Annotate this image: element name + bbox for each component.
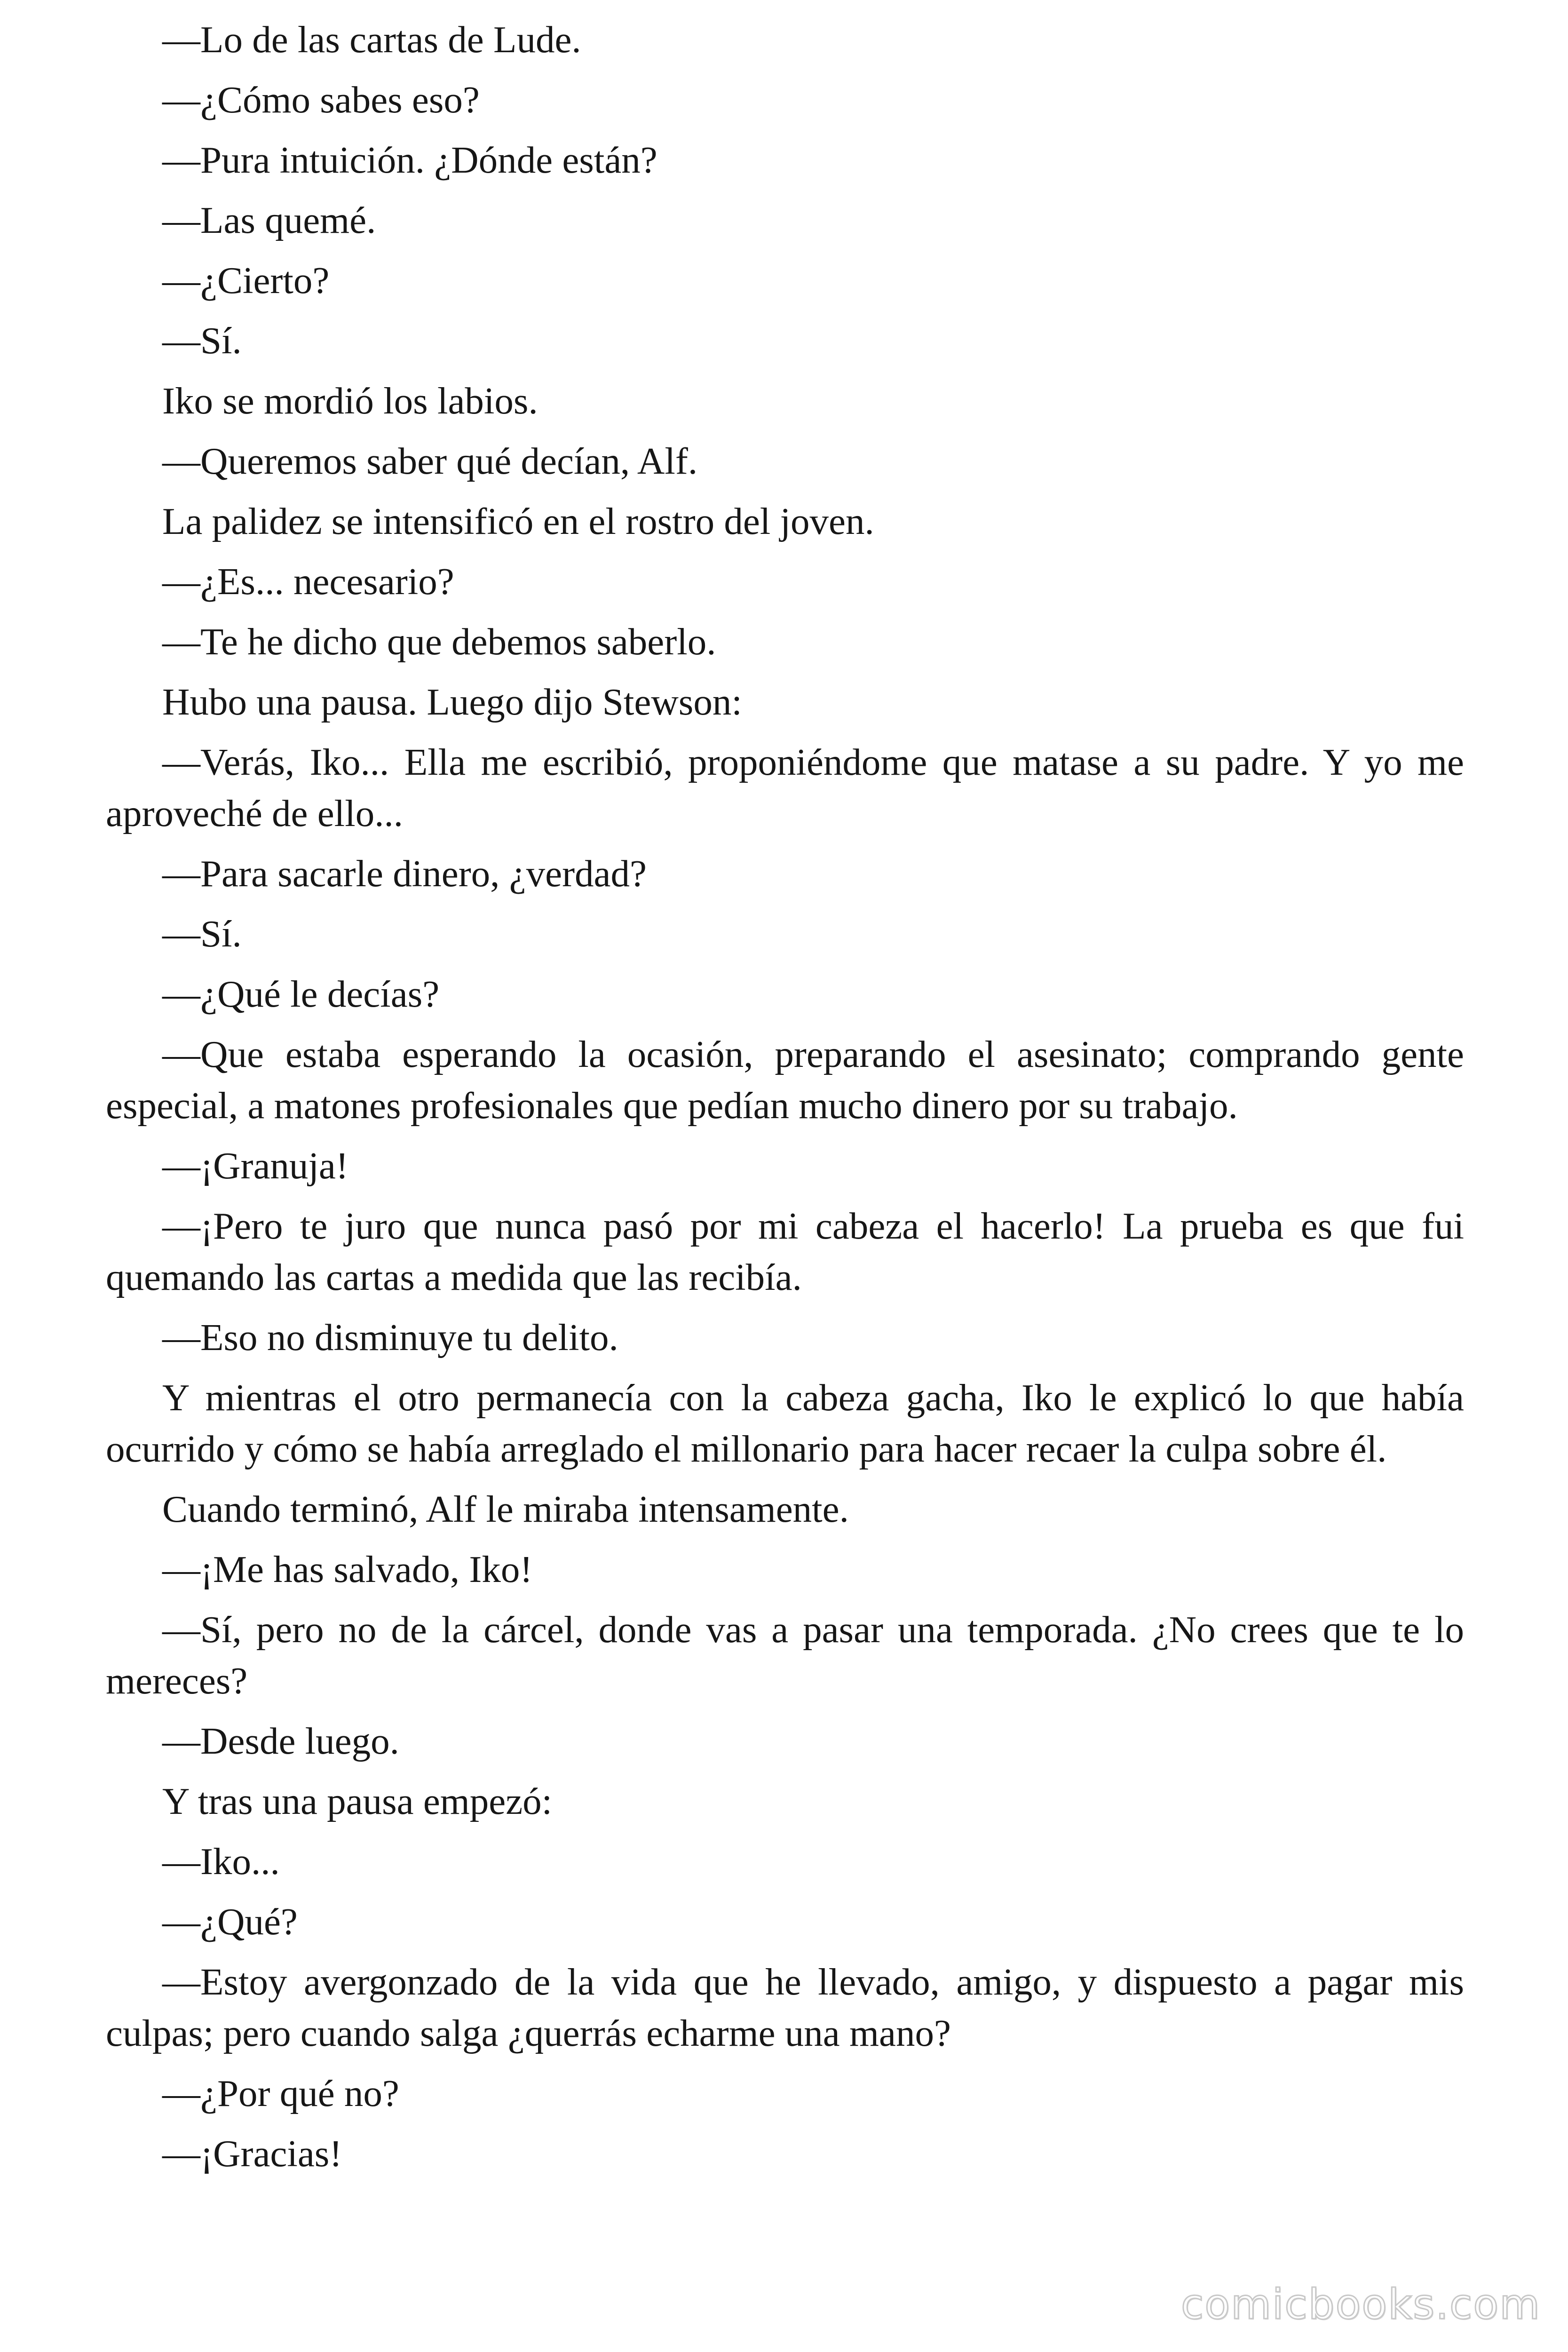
paragraph: —Para sacarle dinero, ¿verdad? — [162, 852, 647, 895]
paragraph: Y mientras el otro permanecía con la cabeza gacha, Iko le explicó lo que había ocurrido y cómo se había arreglado el millonario para hacer recaer la culpa sobre él. — [106, 1376, 1464, 1470]
paragraph: —Que estaba esperando la ocasión, preparando el asesinato; comprando gente especial, a matones profesionales que pedían mucho dinero por su trabajo. — [106, 1033, 1464, 1127]
paragraph: —¡Granuja! — [162, 1144, 348, 1187]
paragraph: —Lo de las cartas de Lude. — [162, 18, 581, 61]
paragraph: —¿Qué le decías? — [162, 973, 440, 1015]
paragraph: Hubo una pausa. Luego dijo Stewson: — [162, 681, 742, 723]
paragraph: —Queremos saber qué decían, Alf. — [162, 440, 698, 482]
paragraph: —Sí. — [162, 319, 242, 362]
paragraph: —Desde luego. — [162, 1720, 399, 1762]
paragraph: —¿Es... necesario? — [162, 560, 454, 603]
paragraph: La palidez se intensificó en el rostro del joven. — [162, 500, 874, 542]
paragraph: —¡Gracias! — [162, 2132, 342, 2175]
paragraph: —Te he dicho que debemos saberlo. — [162, 620, 716, 663]
paragraph: —Eso no disminuye tu delito. — [162, 1316, 618, 1359]
paragraph: Cuando terminó, Alf le miraba intensamente. — [162, 1488, 849, 1530]
paragraph: —Iko... — [162, 1840, 280, 1883]
paragraph: —Estoy avergonzado de la vida que he llevado, amigo, y dispuesto a pagar mis culpas; pero cuando salga ¿querrás echarme una mano? — [106, 1961, 1464, 2054]
paragraph: —Pura intuición. ¿Dónde están? — [162, 139, 657, 181]
paragraph: —Las quemé. — [162, 199, 376, 241]
paragraph: —¡Pero te juro que nunca pasó por mi cabeza el hacerlo! La prueba es que fui quemando las cartas a medida que las recibía. — [106, 1205, 1464, 1298]
paragraph: Y tras una pausa empezó: — [162, 1780, 553, 1822]
paragraph: —¿Qué? — [162, 1900, 298, 1943]
paragraph: —¿Cómo sabes eso? — [162, 79, 480, 121]
paragraph: —Sí, pero no de la cárcel, donde vas a pasar una temporada. ¿No crees que te lo mereces? — [106, 1608, 1464, 1702]
paragraph: —Verás, Iko... Ella me escribió, proponiéndome que matase a su padre. Y yo me aproveché de ello... — [106, 741, 1464, 834]
watermark: comicbooks.com — [1180, 2280, 1541, 2328]
paragraph: —¡Me has salvado, Iko! — [162, 1548, 533, 1590]
paragraph: —Sí. — [162, 913, 242, 955]
page-text — [106, 14, 1464, 2188]
paragraph: —¿Cierto? — [162, 259, 330, 302]
paragraph: —¿Por qué no? — [162, 2072, 399, 2114]
paragraph: Iko se mordió los labios. — [162, 380, 538, 422]
